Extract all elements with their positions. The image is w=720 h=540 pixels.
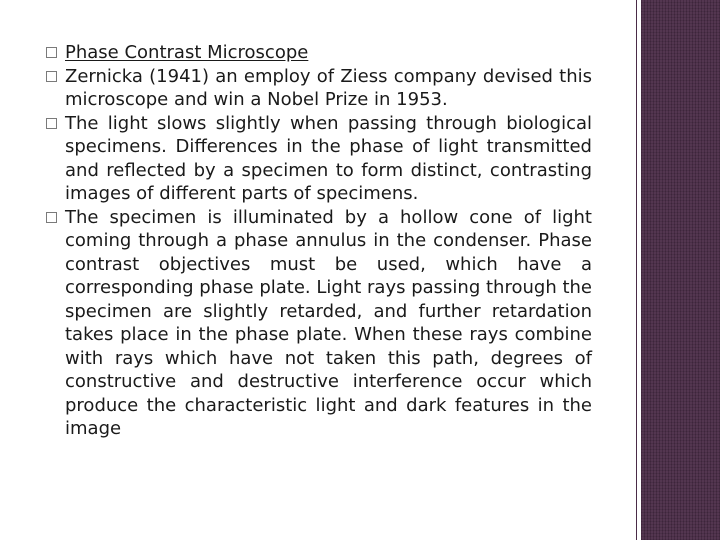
square-bullet-icon: [46, 71, 57, 82]
bullet-text: Zernicka (1941) an employ of Ziess company devised this microscope and win a Nobel Prize in 1953.: [65, 65, 592, 110]
bullet-list: [46, 41, 592, 441]
bullet-text: The light slows slightly when passing through biological specimens. Differences in the phase of light transmitted and reflected by a specimen to form distinct, contrasting images of different parts of specimens.: [65, 112, 592, 204]
bullet-item-illumination: [46, 206, 592, 441]
bullet-text: The specimen is illuminated by a hollow cone of light coming through a phase annulus in the condenser. Phase contrast objectives must be used, which have a corresponding phase plate. Light rays passing through the specimen are slightly retarded, and further retardation takes place in the phase plate. When these rays combine with rays which have not taken this path, degrees of constructive and destructive interference occur which produce the characteristic light and dark features in the image: [65, 206, 592, 439]
square-bullet-icon: [46, 212, 57, 223]
slide-heading: Phase Contrast Microscope: [65, 42, 309, 63]
divider-line: [636, 0, 637, 540]
bullet-item-history: [46, 65, 592, 112]
square-bullet-icon: [46, 47, 57, 58]
decorative-side-panel: [641, 0, 720, 540]
square-bullet-icon: [46, 118, 57, 129]
bullet-item-heading: [46, 41, 592, 65]
bullet-item-principle: [46, 112, 592, 206]
